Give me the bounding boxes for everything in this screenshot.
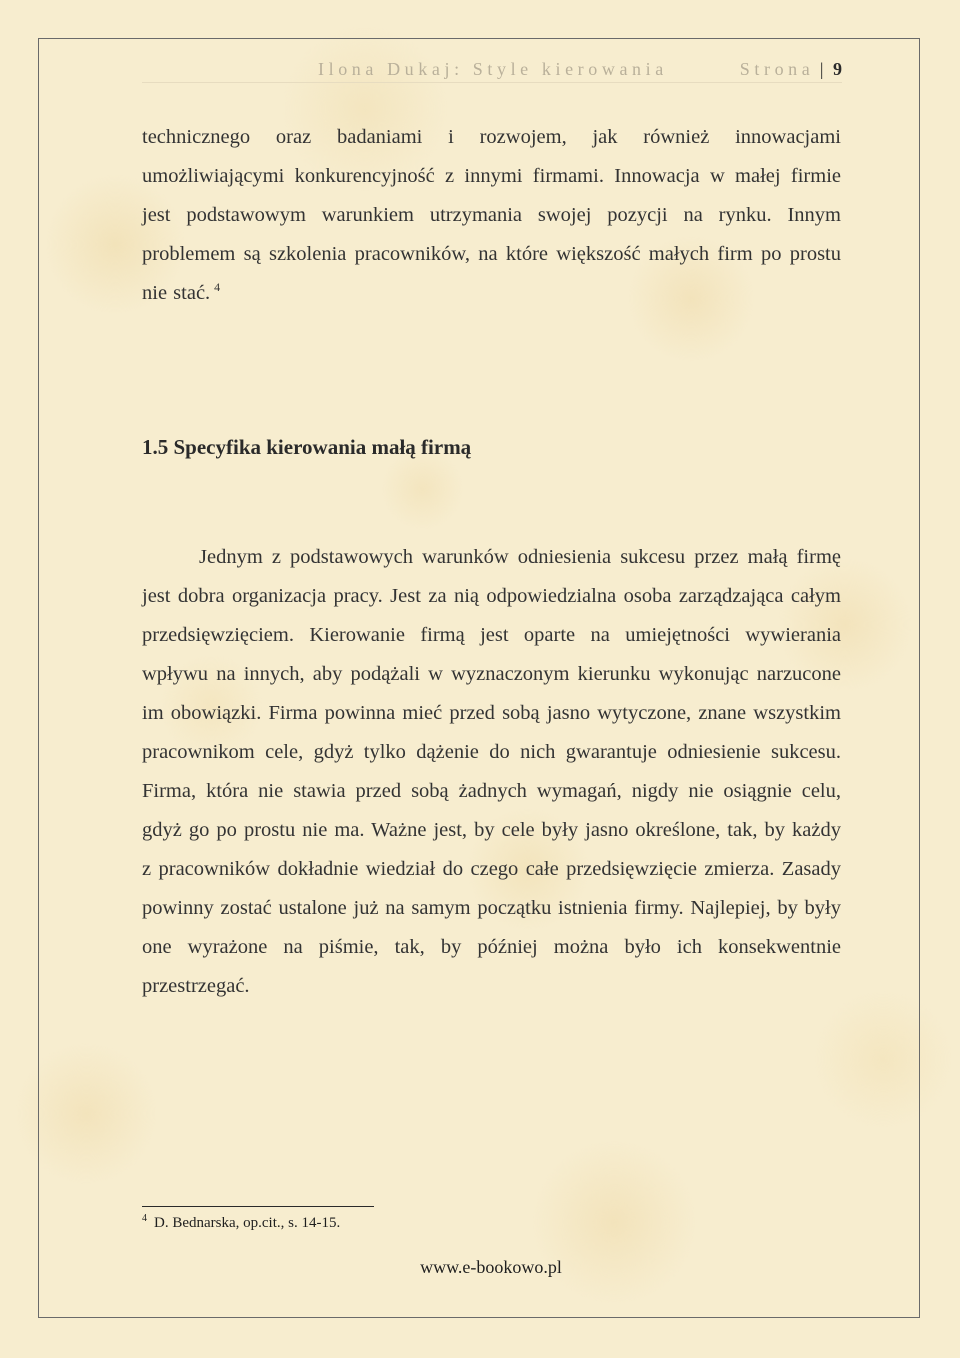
header-title: Ilona Dukaj: Style kierowania	[318, 59, 668, 79]
footnote-separator	[142, 1206, 374, 1207]
footer-website-link[interactable]: www.e-bookowo.pl	[420, 1257, 562, 1277]
body-paragraph-1	[142, 118, 841, 313]
section-heading: 1.5 Specyfika kierowania małą firmą	[142, 435, 472, 459]
body-paragraph-2: Jednym z podstawowych warunków odniesienia sukcesu przez małą firmę jest dobra organizacja pracy. Jest za nią odpowiedzialna osoba zarządzająca całym przedsięwzięciem. Kierowanie firmą jest oparte na umiejętności wywierania wpływu na innych, aby podążali w wyznaczonym kierunku wykonując narzucone im obowiązki. Firma powinna mieć przed sobą jasno wytyczone, znane wszystkim pracownikom cele, gdyż tylko dążenie do nich gwarantuje odniesienie sukcesu. Firma, która nie stawia przed sobą żadnych wymagań, nigdy nie osiągnie celu, gdyż go po prostu nie ma. Ważne jest, by cele były jasno określone, tak, by każdy z pracowników dokładnie wiedział do czego całe przedsięwzięcie zmierza. Zasady powinny zostać ustalone już na samym początku istnienia firmy. Najlepiej, by były one wyrażone na piśmie, tak, by później można było ich konsekwentnie przestrzegać.	[142, 546, 841, 997]
running-header	[142, 56, 842, 83]
footnote-text: D. Bednarska, op.cit., s. 14-15.	[154, 1215, 341, 1231]
footnote	[142, 1213, 340, 1232]
header-page-indicator	[740, 59, 842, 80]
page-number: 9	[833, 59, 842, 79]
body-paragraph-1-text: technicznego oraz badaniami i rozwojem, jak również innowacjami umożliwiającymi konkurencyjność z innymi firmami. Innowacja w małej firmie jest podstawowym warunkiem utrzymania swojej pozycji na rynku. Innym problemem są szkolenia pracowników, na które większość małych firm po prostu nie stać.	[142, 126, 841, 304]
header-page-separator: |	[819, 59, 824, 79]
header-page-label: Strona	[739, 59, 815, 79]
footnote-number: 4	[142, 1213, 147, 1224]
footnote-reference[interactable]: 4	[214, 280, 221, 295]
